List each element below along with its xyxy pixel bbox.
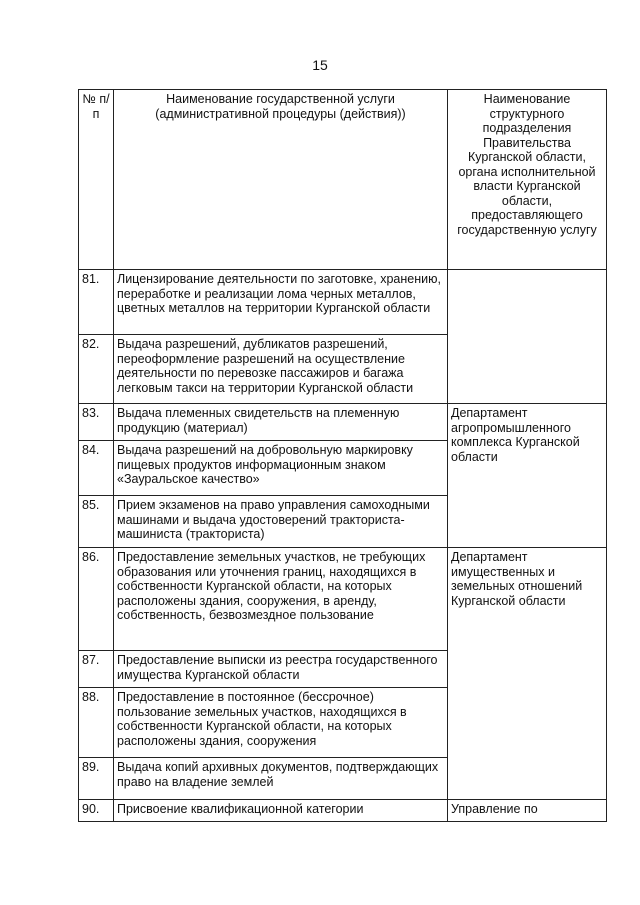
row-number: 81. — [79, 270, 114, 335]
department-cell — [448, 270, 607, 404]
department-cell: Управление по — [448, 800, 607, 822]
header-service-name: Наименование государственной услуги (административной процедуры (действия)) — [114, 90, 448, 270]
service-name: Предоставление земельных участков, не требующих образования или уточнения границ, находящихся в собственности Курганской области, на которых расположены здания, сооружения, в аренду, собственность, безвозмездное пользование — [114, 548, 448, 651]
row-number: 82. — [79, 335, 114, 404]
table-header-row — [79, 90, 607, 270]
table-row — [79, 270, 607, 335]
service-name: Прием экзаменов на право управления самоходными машинами и выдача удостоверений тракториста-машиниста (тракториста) — [114, 496, 448, 548]
page-number: 15 — [312, 57, 328, 73]
table-row — [79, 548, 607, 651]
services-table — [78, 89, 607, 822]
row-number: 89. — [79, 758, 114, 800]
department-cell: Департамент имущественных и земельных отношений Курганской области — [448, 548, 607, 800]
row-number: 86. — [79, 548, 114, 651]
department-cell: Департамент агропромышленного комплекса Курганской области — [448, 404, 607, 548]
row-number: 85. — [79, 496, 114, 548]
service-name: Выдача разрешений на добровольную маркировку пищевых продуктов информационным знаком «Зауральское качество» — [114, 441, 448, 496]
header-number: № п/п — [79, 90, 114, 270]
row-number: 88. — [79, 688, 114, 758]
row-number: 87. — [79, 651, 114, 688]
service-name: Присвоение квалификационной категории — [114, 800, 448, 822]
table-row — [79, 800, 607, 822]
service-name: Выдача племенных свидетельств на племенную продукцию (материал) — [114, 404, 448, 441]
row-number: 90. — [79, 800, 114, 822]
service-name: Предоставление в постоянное (бессрочное) пользование земельных участков, находящихся в собственности Курганской области, на которых расположены здания, сооружения — [114, 688, 448, 758]
service-name: Лицензирование деятельности по заготовке, хранению, переработке и реализации лома черных металлов, цветных металлов на территории Курганской области — [114, 270, 448, 335]
service-name: Выдача копий архивных документов, подтверждающих право на владение землей — [114, 758, 448, 800]
header-department: Наименование структурного подразделения Правительства Курганской области, органа исполнительной власти Курганской области, предоставляющего государственную услугу — [448, 90, 607, 270]
row-number: 83. — [79, 404, 114, 441]
service-name: Выдача разрешений, дубликатов разрешений, переоформление разрешений на осуществление деятельности по перевозке пассажиров и багажа легковым такси на территории Курганской области — [114, 335, 448, 404]
table-row — [79, 404, 607, 441]
service-name: Предоставление выписки из реестра государственного имущества Курганской области — [114, 651, 448, 688]
row-number: 84. — [79, 441, 114, 496]
